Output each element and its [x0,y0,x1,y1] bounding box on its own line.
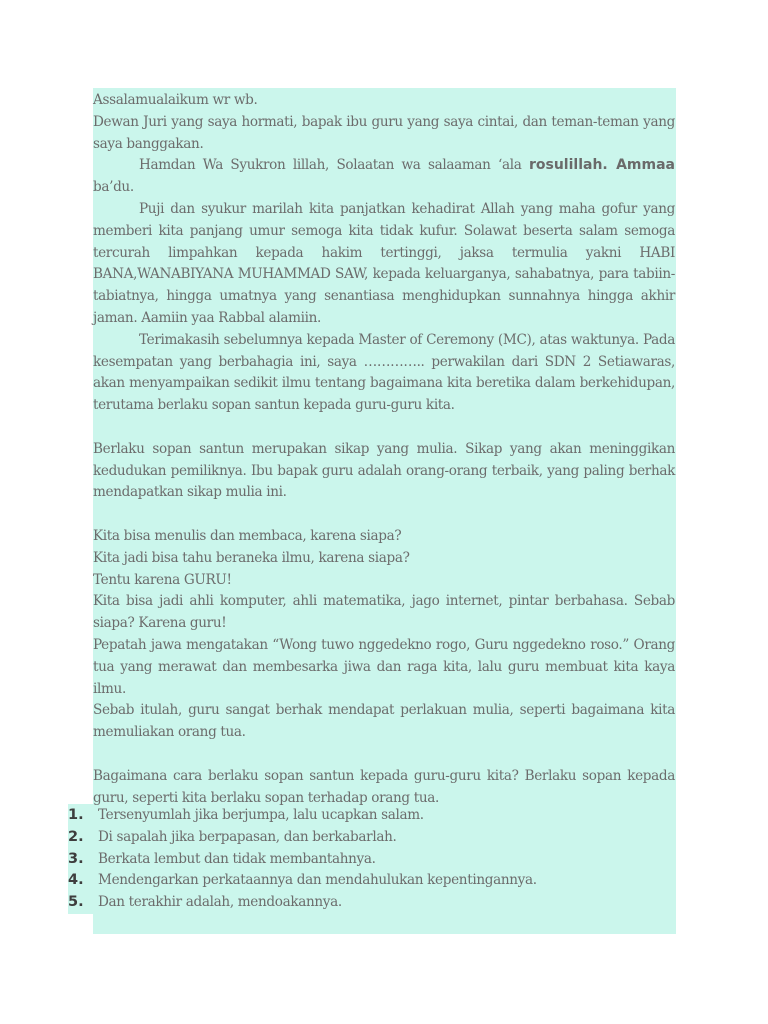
list-item [68,827,678,849]
list-item-text: Mendengarkan perkataannya dan mendahulukan kepentingannya. [98,872,537,889]
etiquette-list [68,805,678,914]
sopan-santun-paragraph: Berlaku sopan santun merupakan sikap yang mulia. Sikap yang akan meninggikan kedudukan pemiliknya. Ibu bapak guru adalah orang-orang terbaik, yang paling berhak mendapatkan sikap mulia ini. [93,440,675,501]
speech-body [93,90,675,809]
question-line: Kita jadi bisa tahu beraneka ilmu, karena siapa? [93,549,410,566]
opening-tail: ba’du. [93,179,134,196]
greeting: Assalamualaikum wr wb. [93,92,258,108]
list-item-number: 2. [68,828,84,845]
opening-text: Hamdan Wa Syukron lillah, Solaatan wa salaaman ‘ala [139,157,529,174]
list-item-number: 5. [68,894,84,911]
question-line: Tentu karena GURU! [93,571,232,588]
list-item [68,849,678,871]
paragraph-spacer [93,504,675,526]
list-item-number: 1. [68,807,84,823]
question-line: Kita bisa menulis dan membaca, karena siapa? [93,527,402,544]
list-item-text: Tersenyumlah jika berjumpa, lalu ucapkan salam. [98,807,424,823]
list-item-text: Berkata lembut dan tidak membantahnya. [98,850,376,867]
opening-emphasis: rosulillah. Ammaa [528,157,676,174]
sebab-paragraph: Sebab itulah, guru sangat berhak mendapat perlakuan mulia, seperti bagaimana kita memuliakan orang tua. [93,702,675,741]
paragraph-spacer [93,417,675,439]
komputer-paragraph: Kita bisa jadi ahli komputer, ahli matematika, jago internet, pintar berbahasa. Sebab siapa? Karena guru! [93,593,675,632]
address-paragraph: Dewan Juri yang saya hormati, bapak ibu guru yang saya cintai, dan teman-teman yang saya banggakan. [93,113,675,152]
list-item-number: 4. [68,872,84,889]
paragraph-spacer [93,744,675,766]
pepatah-paragraph: Pepatah jawa mengatakan “Wong tuwo nggedekno rogo, Guru nggedekno roso.” Orang tua yang merawat dan membesarka jiwa dan raga kita, lalu guru membuat kita kaya ilmu. [93,636,675,697]
list-item-text: Di sapalah jika berpapasan, dan berkabarlah. [98,828,397,845]
praise-paragraph: Puji dan syukur marilah kita panjatkan kehadirat Allah yang maha gofur yang memberi kita panjang umur semoga kita tidak kufur. Solawat beserta salam semoga tercurah limpahkan kepada hakim tertinggi, jaksa termulia yakni HABI BANA,WANABIYANA MUHAMMAD SAW, kepada keluarganya, sahabatnya, para tabiin-tabiatnya, hingga umatnya yang senantiasa menghidupkan sunnahnya hingga akhir jaman. Aamiin yaa Rabbal alamiin. [93,200,675,326]
thanks-paragraph: Terimakasih sebelumnya kepada Master of Ceremony (MC), atas waktunya. Pada kesempatan yang berbahagia ini, saya ………….. perwakilan dari SDN 2 Setiawaras, akan menyampaikan sedikit ilmu tentang bagaimana kita beretika dalam berkehidupan, terutama berlaku sopan santun kepada guru-guru kita. [93,331,675,414]
list-item-number: 3. [68,850,84,867]
list-item [68,805,678,827]
list-item [68,892,678,914]
bagaimana-paragraph: Bagaimana cara berlaku sopan santun kepada guru-guru kita? Berlaku sopan kepada guru, seperti kita berlaku sopan terhadap orang tua. [93,767,675,806]
list-item-text: Dan terakhir adalah, mendoakannya. [98,894,342,911]
list-item [68,870,678,892]
opening-paragraph [93,155,675,199]
